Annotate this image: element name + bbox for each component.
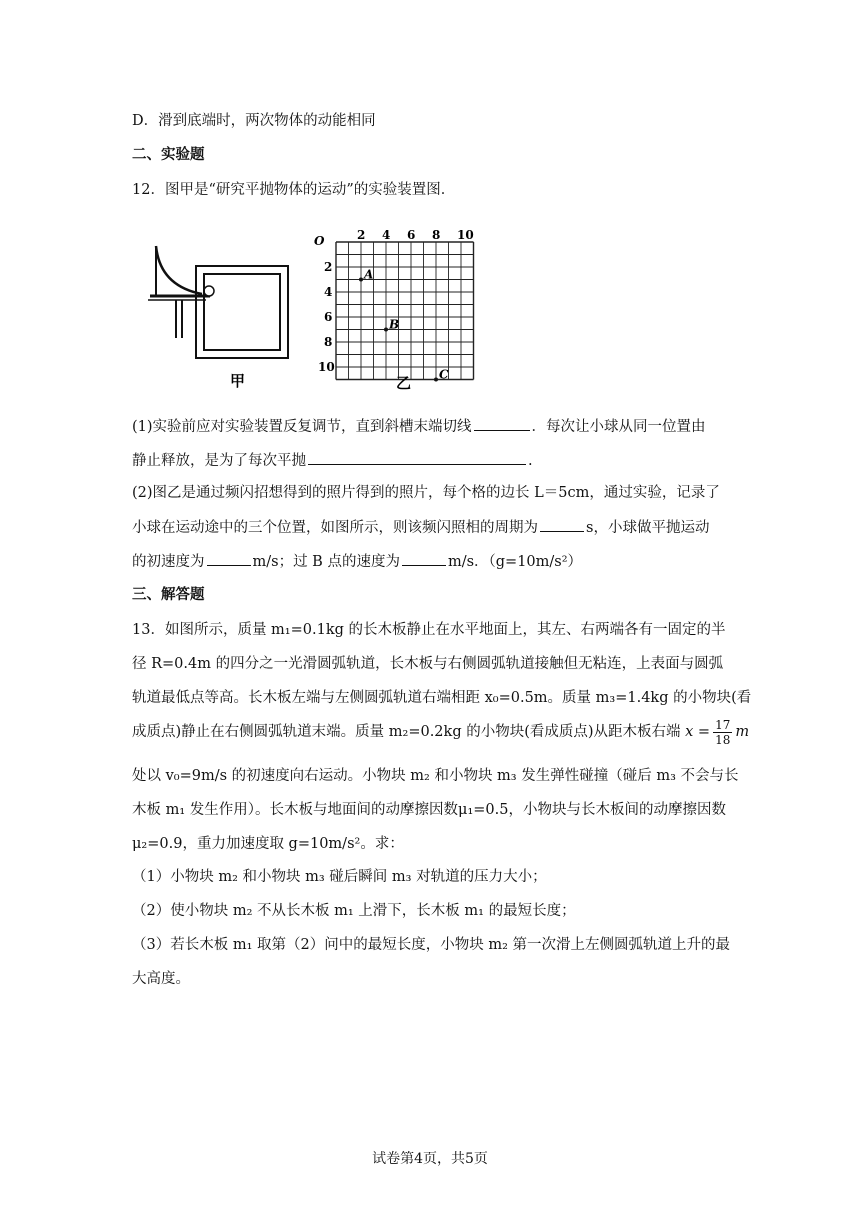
page-footer: 试卷第4页，共5页 xyxy=(372,1151,488,1167)
q12-part2-line2: 小球在运动途中的三个位置，如图所示，则该频闪照相的周期为 s，小球做平抛运动 xyxy=(132,516,709,538)
grid-x-tick: 4 xyxy=(382,228,391,242)
answer-blank-4[interactable] xyxy=(207,550,251,566)
q12-part1-line2: 静止释放，是为了每次平抛 . xyxy=(132,449,533,471)
grid-point-b xyxy=(384,328,388,332)
grid-point-a xyxy=(359,278,363,282)
grid-point-label: A xyxy=(364,267,374,282)
apparatus-figure xyxy=(140,238,300,388)
q13-line6: 木板 m₁ 发生作用）。长木板与地面间的动摩擦因数μ₁=0.5，小物块与长木板间的动摩擦因数 xyxy=(132,802,726,818)
grid-x-tick: 10 xyxy=(457,228,474,242)
q12-part1-line1: (1)实验前应对实验装置反复调节，直到斜槽末端切线 ．每次让小球从同一位置由 xyxy=(132,415,706,437)
grid-point-label: B xyxy=(389,317,400,332)
q13-line2: 径 R=0.4m 的四分之一光滑圆弧轨道，长木板与右侧圆弧轨道接触但无粘连，上表面与圆弧 xyxy=(132,656,724,672)
grid-y-tick: 2 xyxy=(324,260,333,274)
q13-subq3-line1: （3）若长木板 m₁ 取第（2）问中的最短长度，小物块 m₂ 第一次滑上左侧圆弧轨道上升的最 xyxy=(132,937,731,953)
q13-line1: 13．如图所示，质量 m₁=0.1kg 的长木板静止在水平地面上，其左、右两端各有一固定的半 xyxy=(132,622,726,638)
q12-part2-line3: 的初速度为 m/s；过 B 点的速度为 m/s．（g=10m/s²） xyxy=(132,550,582,572)
q12-stem: 12．图甲是“研究平抛物体的运动”的实验装置图． xyxy=(132,182,456,198)
grid-origin-label: O xyxy=(314,234,325,248)
option-d: D．滑到底端时，两次物体的动能相同 xyxy=(132,113,376,129)
grid-y-tick: 6 xyxy=(324,310,333,324)
q12-part2-line1: (2)图乙是通过频闪招想得到的照片得到的照片，每个格的边长 L＝5cm，通过实验，记录了 xyxy=(132,485,720,501)
grid-y-tick: 8 xyxy=(324,335,333,349)
q13-subq1: （1）小物块 m₂ 和小物块 m₃ 碰后瞬间 m₃ 对轨道的压力大小； xyxy=(132,869,547,885)
fig-yi-label: 乙 xyxy=(396,374,412,392)
grid-x-tick: 2 xyxy=(357,228,366,242)
grid-figure xyxy=(310,228,490,400)
fraction: $\frac{17}{18}$ xyxy=(715,717,731,747)
q13-line3: 轨道最低点等高。长木板左端与左侧圆弧轨道右端相距 x₀=0.5m。质量 m₃=1.4kg 的小物块(看 xyxy=(132,690,752,706)
q13-subq3-line2: 大高度。 xyxy=(132,971,190,987)
answer-blank-5[interactable] xyxy=(402,550,446,566)
q13-line5: 处以 v₀=9m/s 的初速度向右运动。小物块 m₂ 和小物块 m₃ 发生弹性碰撞（碰后 m₃ 不会与长 xyxy=(132,768,739,784)
fig-jia-label: 甲 xyxy=(230,372,246,388)
q13-line4: 成质点)静止在右侧圆弧轨道末端。质量 m₂=0.2kg 的小物块(看成质点)从距木板右端 x = $\frac{17}{18}$ m xyxy=(132,717,750,747)
grid-point-label: C xyxy=(439,367,449,382)
q13-subq2: （2）使小物块 m₂ 不从长木板 m₁ 上滑下，长木板 m₁ 的最短长度； xyxy=(132,903,576,919)
q13-line7: μ₂=0.9，重力加速度取 g=10m/s²。求： xyxy=(132,836,404,852)
answer-blank-2[interactable] xyxy=(308,449,526,465)
answer-blank-1[interactable] xyxy=(474,415,530,431)
grid-point-c xyxy=(434,378,438,382)
section-title-solve: 三、解答题 xyxy=(132,586,205,603)
section-title-experiment: 二、实验题 xyxy=(132,146,205,163)
grid-y-tick: 10 xyxy=(318,360,335,374)
grid-x-tick: 8 xyxy=(432,228,441,242)
grid-y-tick: 4 xyxy=(324,285,333,299)
grid-x-tick: 6 xyxy=(407,228,416,242)
answer-blank-3[interactable] xyxy=(540,516,584,532)
